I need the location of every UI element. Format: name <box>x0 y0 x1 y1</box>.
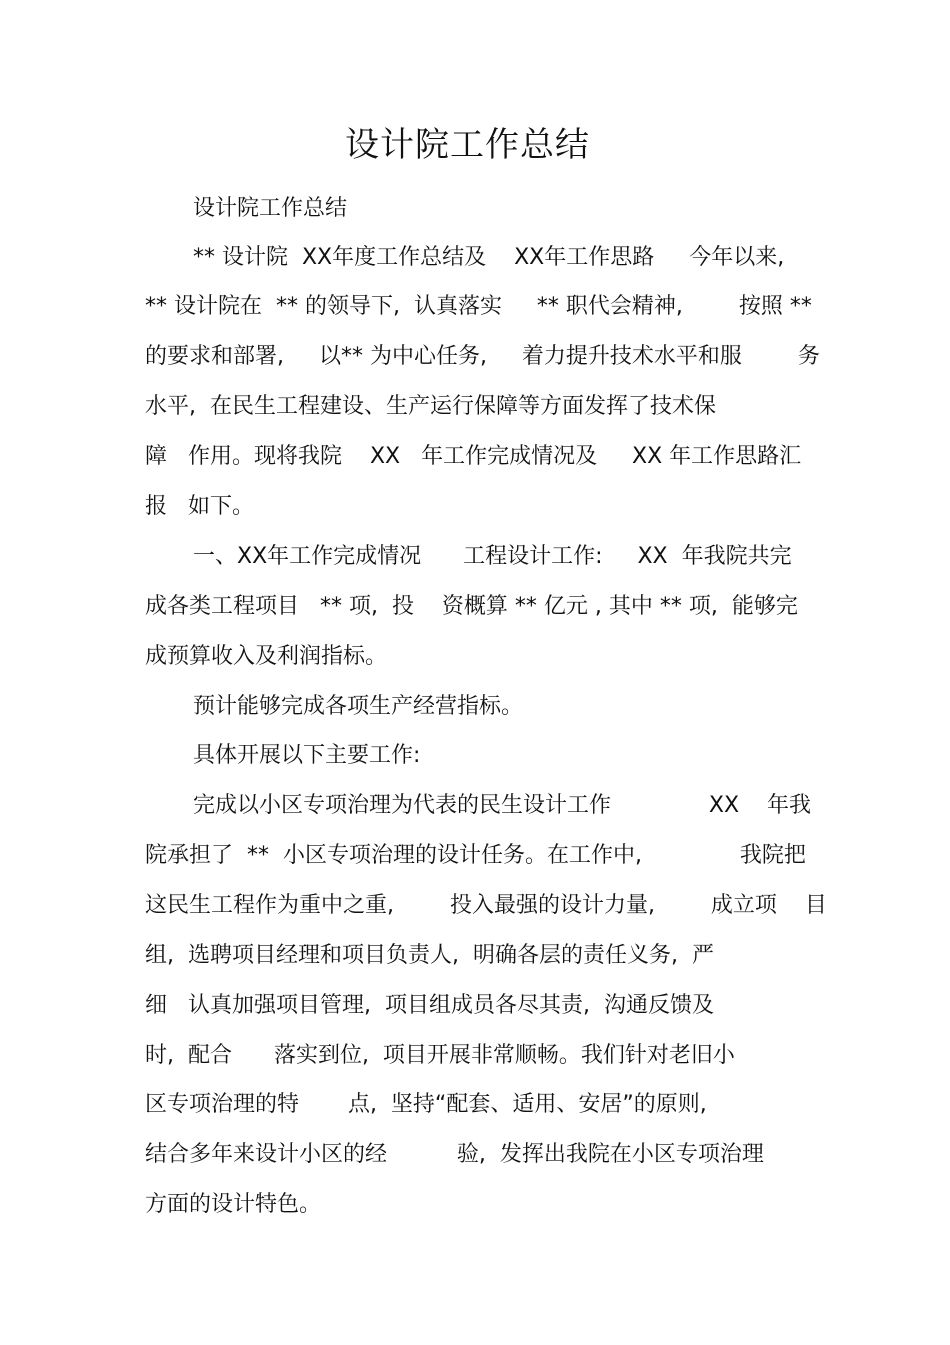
paragraph-line: 水平, 在民生工程建设、生产运行保障等方面发挥了技术保 <box>145 394 716 419</box>
paragraph-line: 院承担了 ** 小区专项治理的设计任务。在工作中, 我院把 <box>145 843 806 868</box>
paragraph-line: 方面的设计特色。 <box>145 1192 322 1217</box>
paragraph-line: 时, 配合 落实到位, 项目开展非常顺畅。我们针对老旧小 <box>145 1043 735 1068</box>
paragraph-line: 报 如下。 <box>145 494 254 519</box>
paragraph-line: 完成以小区专项治理为代表的民生设计工作 XX 年我 <box>193 793 812 818</box>
paragraph-line: 设计院工作总结 <box>193 196 348 221</box>
paragraph-line: 组, 选聘项目经理和项目负责人, 明确各层的责任义务, 严 <box>145 943 714 968</box>
paragraph-line: 具体开展以下主要工作: <box>193 743 421 768</box>
paragraph-line: 这民生工程作为重中之重, 投入最强的设计力量, 成立项 目 <box>145 893 827 918</box>
paragraph-line: 障 作用。现将我院 XX 年工作完成情况及 XX 年工作思路汇 <box>145 444 802 469</box>
paragraph-line: 成各类工程项目 ** 项, 投 资概算 ** 亿元 , 其中 ** 项, 能够完 <box>145 594 798 619</box>
paragraph-line: 细 认真加强项目管理, 项目组成员各尽其责, 沟通反馈及 <box>145 993 714 1018</box>
document-title: 设计院工作总结 <box>345 125 590 165</box>
paragraph-line: 结合多年来设计小区的经 验, 发挥出我院在小区专项治理 <box>145 1142 764 1167</box>
paragraph-line: 一、XX年工作完成情况 工程设计工作: XX 年我院共完 <box>193 544 792 569</box>
paragraph-line: ** 设计院 XX年度工作总结及 XX年工作思路 今年以来, <box>193 245 785 270</box>
paragraph-line: ** 设计院在 ** 的领导下, 认真落实 ** 职代会精神, 按照 ** <box>145 294 812 319</box>
paragraph-line: 成预算收入及利润指标。 <box>145 644 388 669</box>
paragraph-line: 区专项治理的特 点, 坚持“配套、适用、安居”的原则, <box>145 1092 707 1117</box>
paragraph-line: 预计能够完成各项生产经营指标。 <box>193 694 524 719</box>
paragraph-line: 的要求和部署, 以** 为中心任务, 着力提升技术水平和服 务 <box>145 344 820 369</box>
